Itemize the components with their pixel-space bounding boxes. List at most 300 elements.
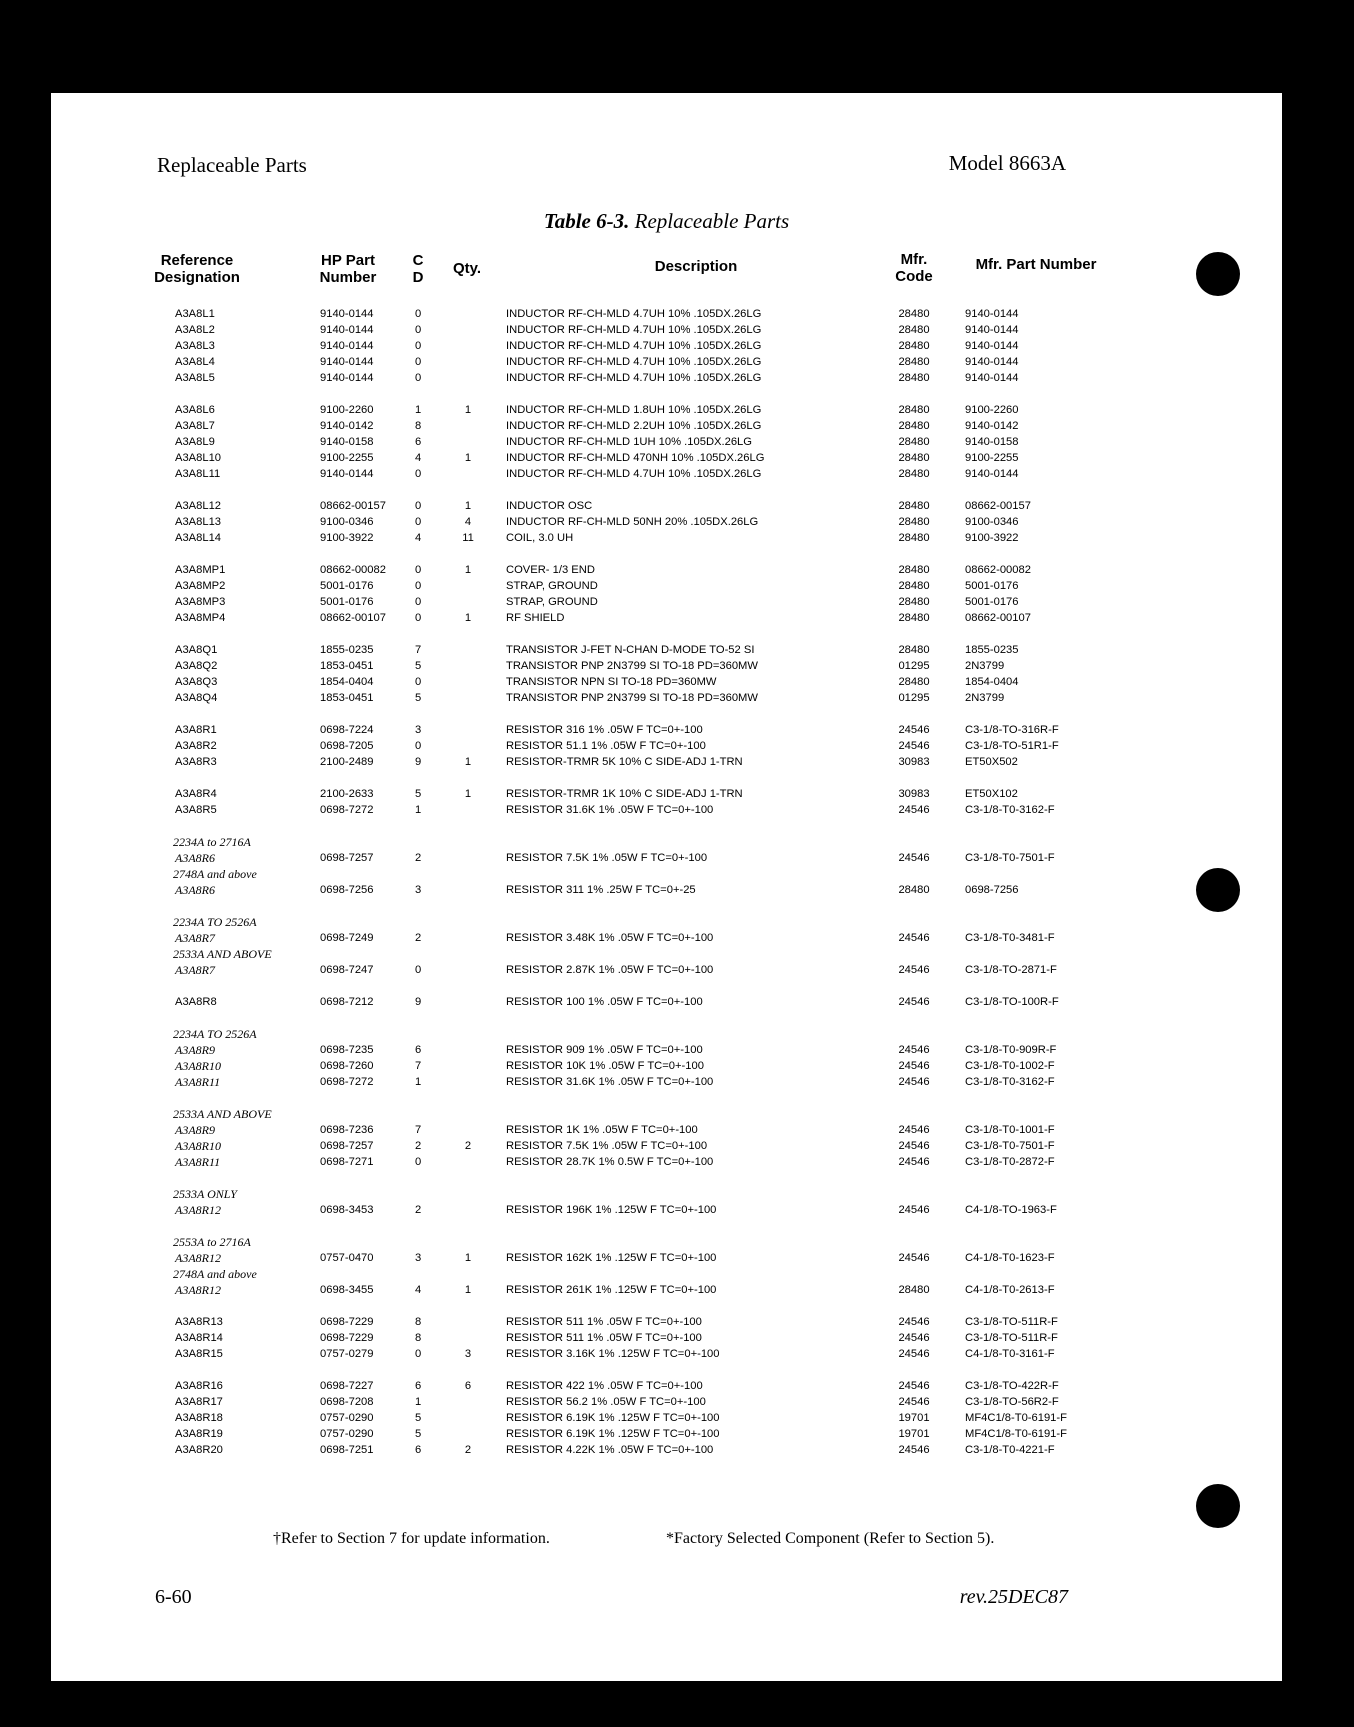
cell-hp-part-number: 0698-7235	[320, 1044, 374, 1056]
cell-description: RESISTOR 196K 1% .125W F TC=0+-100	[506, 1204, 717, 1216]
cell-hp-part-number: 0698-7229	[320, 1316, 374, 1328]
cell-mfr-code: 24546	[898, 1396, 930, 1408]
table-row	[51, 1122, 1282, 1138]
cell-mfr-part-number: C3-1/8-T0-7501-F	[965, 1140, 1055, 1152]
cell-mfr-part-number: ET50X502	[965, 756, 1018, 768]
cell-check-digit: 6	[415, 1380, 422, 1392]
cell-mfr-code: 24546	[898, 724, 930, 736]
cell-hp-part-number: 9140-0144	[320, 372, 374, 384]
cell-description: INDUCTOR RF-CH-MLD 4.7UH 10% .105DX.26LG	[506, 372, 762, 384]
table-row	[51, 962, 1282, 978]
cell-description: RESISTOR 100 1% .05W F TC=0+-100	[506, 996, 703, 1008]
cell-mfr-part-number: C3-1/8-T0-4221-F	[965, 1444, 1055, 1456]
table-title	[51, 209, 1282, 234]
cell-check-digit: 1	[415, 1076, 422, 1088]
table-row	[51, 354, 1282, 370]
table-row	[51, 466, 1282, 482]
cell-hp-part-number: 0698-3455	[320, 1284, 374, 1296]
table-row	[51, 402, 1282, 418]
cell-reference: A3A8Q2	[175, 660, 218, 672]
cell-reference: A3A8L2	[175, 324, 215, 336]
serial-range-text: 2234A TO 2526A	[173, 1027, 257, 1041]
cell-check-digit: 6	[415, 1044, 422, 1056]
cell-mfr-part-number: ET50X102	[965, 788, 1018, 800]
cell-mfr-code: 30983	[898, 756, 930, 768]
table-row	[51, 1282, 1282, 1298]
cell-mfr-part-number: 9140-0158	[965, 436, 1019, 448]
section-header: Replaceable Parts	[157, 153, 307, 177]
cell-reference: A3A8L4	[175, 356, 215, 368]
row-spacer	[51, 898, 1282, 914]
cell-hp-part-number: 1854-0404	[320, 676, 374, 688]
cell-description: COIL, 3.0 UH	[506, 532, 574, 544]
table-row	[51, 562, 1282, 578]
table-row	[51, 1154, 1282, 1170]
cell-reference: A3A8L12	[175, 500, 222, 512]
cell-check-digit: 0	[415, 356, 422, 368]
cell-hp-part-number: 1853-0451	[320, 692, 374, 704]
cell-check-digit: 0	[415, 324, 422, 336]
cell-reference: A3A8MP1	[175, 564, 226, 576]
cell-mfr-part-number: C4-1/8-TO-1963-F	[965, 1204, 1057, 1216]
cell-mfr-code: 28480	[898, 452, 930, 464]
cell-hp-part-number: 0698-3453	[320, 1204, 374, 1216]
cell-hp-part-number: 0757-0290	[320, 1412, 374, 1424]
cell-check-digit: 2	[415, 1140, 422, 1152]
cell-hp-part-number: 0698-7208	[320, 1396, 374, 1408]
cell-mfr-part-number: C3-1/8-TO-316R-F	[965, 724, 1059, 736]
cell-reference: A3A8R10	[175, 1059, 221, 1073]
table-number: Table 6-3.	[543, 209, 630, 233]
cell-reference: A3A8R20	[175, 1444, 223, 1456]
cell-check-digit: 5	[415, 788, 422, 800]
row-spacer	[51, 770, 1282, 786]
table-row	[51, 850, 1282, 866]
cell-check-digit: 8	[415, 1332, 422, 1344]
cell-mfr-code: 28480	[898, 500, 930, 512]
cell-hp-part-number: 0757-0470	[320, 1252, 374, 1264]
cell-mfr-part-number: 0698-7256	[965, 884, 1019, 896]
cell-reference: A3A8L1	[175, 308, 215, 320]
cell-hp-part-number: 1853-0451	[320, 660, 374, 672]
row-spacer	[51, 386, 1282, 402]
cell-mfr-part-number: 2N3799	[965, 660, 1005, 672]
cell-mfr-code: 28480	[898, 612, 930, 624]
cell-check-digit: 3	[415, 724, 422, 736]
cell-mfr-part-number: 1855-0235	[965, 644, 1019, 656]
cell-hp-part-number: 0698-7260	[320, 1060, 374, 1072]
cell-description: RESISTOR 909 1% .05W F TC=0+-100	[506, 1044, 703, 1056]
cell-qty: 11	[462, 532, 474, 544]
cell-hp-part-number: 0698-7271	[320, 1156, 374, 1168]
cell-check-digit: 4	[415, 532, 422, 544]
row-spacer	[51, 706, 1282, 722]
cell-description: RESISTOR-TRMR 5K 10% C SIDE-ADJ 1-TRN	[506, 756, 743, 768]
cell-check-digit: 8	[415, 1316, 422, 1328]
cell-reference: A3A8R8	[175, 996, 217, 1008]
cell-reference: A3A8R1	[175, 724, 217, 736]
table-row	[51, 322, 1282, 338]
cell-mfr-code: 24546	[898, 804, 930, 816]
cell-mfr-part-number: 08662-00157	[965, 500, 1031, 512]
cell-hp-part-number: 1855-0235	[320, 644, 374, 656]
cell-mfr-code: 30983	[898, 788, 930, 800]
cell-reference: A3A8R18	[175, 1412, 223, 1424]
cell-description: RESISTOR 2.87K 1% .05W F TC=0+-100	[506, 964, 714, 976]
table-row	[51, 1410, 1282, 1426]
cell-check-digit: 9	[415, 996, 422, 1008]
cell-mfr-part-number: C3-1/8-T0-2872-F	[965, 1156, 1055, 1168]
table-row	[51, 578, 1282, 594]
cell-check-digit: 0	[415, 340, 422, 352]
cell-mfr-code: 24546	[898, 1348, 930, 1360]
table-row	[51, 1330, 1282, 1346]
cell-hp-part-number: 2100-2633	[320, 788, 374, 800]
cell-mfr-part-number: C3-1/8-T0-3481-F	[965, 932, 1055, 944]
col-header-reference-l1: Reference	[160, 252, 234, 269]
cell-description: RESISTOR-TRMR 1K 10% C SIDE-ADJ 1-TRN	[506, 788, 743, 800]
revision-label: rev.25DEC87	[959, 1586, 1068, 1608]
table-row	[51, 610, 1282, 626]
table-row	[51, 306, 1282, 322]
cell-qty: 1	[464, 1252, 472, 1264]
binder-hole-bottom	[1196, 1484, 1240, 1528]
cell-mfr-part-number: 5001-0176	[965, 580, 1019, 592]
table-row	[51, 530, 1282, 546]
cell-mfr-code: 24546	[898, 852, 930, 864]
col-header-reference	[147, 252, 247, 286]
cell-mfr-part-number: C4-1/8-T0-1623-F	[965, 1252, 1055, 1264]
row-spacer	[51, 546, 1282, 562]
cell-description: INDUCTOR RF-CH-MLD 4.7UH 10% .105DX.26LG	[506, 308, 762, 320]
cell-reference: A3A8R2	[175, 740, 217, 752]
row-spacer	[51, 626, 1282, 642]
cell-description: INDUCTOR RF-CH-MLD 1.8UH 10% .105DX.26LG	[506, 404, 762, 416]
cell-description: RESISTOR 7.5K 1% .05W F TC=0+-100	[506, 1140, 708, 1152]
cell-description: RESISTOR 31.6K 1% .05W F TC=0+-100	[506, 804, 714, 816]
cell-check-digit: 3	[415, 1252, 422, 1264]
serial-range-text: 2748A and above	[173, 867, 257, 881]
cell-reference: A3A8R11	[175, 1075, 221, 1089]
cell-reference: A3A8R19	[175, 1428, 223, 1440]
row-spacer	[51, 482, 1282, 498]
table-row	[51, 370, 1282, 386]
cell-check-digit: 8	[415, 420, 422, 432]
cell-hp-part-number: 9100-0346	[320, 516, 374, 528]
row-spacer	[51, 1298, 1282, 1314]
cell-mfr-part-number: 9140-0142	[965, 420, 1019, 432]
col-header-hp-part	[313, 252, 383, 286]
cell-description: RESISTOR 316 1% .05W F TC=0+-100	[506, 724, 703, 736]
cell-mfr-code: 24546	[898, 740, 930, 752]
cell-reference: A3A8L3	[175, 340, 215, 352]
cell-reference: A3A8MP3	[175, 596, 226, 608]
cell-mfr-code: 28480	[898, 1284, 930, 1296]
cell-check-digit: 0	[415, 1156, 422, 1168]
cell-mfr-code: 28480	[898, 420, 930, 432]
cell-description: RESISTOR 51.1 1% .05W F TC=0+-100	[506, 740, 706, 752]
cell-description: RESISTOR 261K 1% .125W F TC=0+-100	[506, 1284, 717, 1296]
cell-description: RESISTOR 6.19K 1% .125W F TC=0+-100	[506, 1412, 720, 1424]
cell-mfr-part-number: C3-1/8-T0-3162-F	[965, 804, 1055, 816]
table-row	[51, 450, 1282, 466]
cell-reference: A3A8R16	[175, 1380, 223, 1392]
serial-range-text: 2533A AND ABOVE	[173, 1107, 272, 1121]
cell-hp-part-number: 0698-7212	[320, 996, 374, 1008]
cell-description: RESISTOR 511 1% .05W F TC=0+-100	[506, 1332, 702, 1344]
cell-check-digit: 0	[415, 500, 422, 512]
cell-check-digit: 4	[415, 452, 422, 464]
cell-mfr-code: 28480	[898, 532, 930, 544]
cell-reference: A3A8R9	[175, 1123, 215, 1137]
cell-check-digit: 5	[415, 1428, 422, 1440]
cell-mfr-code: 24546	[898, 964, 930, 976]
cell-hp-part-number: 0757-0279	[320, 1348, 374, 1360]
table-row	[51, 722, 1282, 738]
cell-reference: A3A8R10	[175, 1139, 221, 1153]
cell-check-digit: 3	[415, 884, 422, 896]
serial-range-note	[51, 914, 1282, 930]
cell-hp-part-number: 2100-2489	[320, 756, 374, 768]
serial-range-note	[51, 1026, 1282, 1042]
cell-check-digit: 7	[415, 1060, 422, 1072]
cell-mfr-code: 24546	[898, 1332, 930, 1344]
cell-qty: 1	[464, 612, 472, 624]
serial-range-text: 2748A and above	[173, 1267, 257, 1281]
table-row	[51, 1442, 1282, 1458]
table-name: Replaceable Parts	[634, 209, 790, 233]
cell-qty: 1	[464, 756, 472, 768]
row-spacer	[51, 818, 1282, 834]
cell-check-digit: 0	[415, 580, 422, 592]
footnote-factory-selected: *Factory Selected Component (Refer to Section 5).	[666, 1530, 995, 1547]
table-row	[51, 786, 1282, 802]
serial-range-note	[51, 1266, 1282, 1282]
cell-reference: A3A8R14	[175, 1332, 223, 1344]
col-header-cd	[408, 252, 428, 286]
cell-mfr-part-number: MF4C1/8-T0-6191-F	[965, 1412, 1067, 1424]
footnote-update: †Refer to Section 7 for update information.	[273, 1530, 550, 1547]
table-row	[51, 418, 1282, 434]
col-header-description: Description	[654, 258, 738, 275]
cell-mfr-part-number: 9140-0144	[965, 356, 1019, 368]
serial-range-note	[51, 1106, 1282, 1122]
cell-reference: A3A8R7	[175, 931, 215, 945]
cell-description: STRAP, GROUND	[506, 596, 598, 608]
row-spacer	[51, 1010, 1282, 1026]
cell-hp-part-number: 5001-0176	[320, 580, 374, 592]
cell-reference: A3A8Q3	[175, 676, 218, 688]
cell-reference: A3A8R17	[175, 1396, 223, 1408]
cell-reference: A3A8L13	[175, 516, 222, 528]
cell-description: TRANSISTOR PNP 2N3799 SI TO-18 PD=360MW	[506, 660, 758, 672]
cell-qty: 1	[464, 564, 472, 576]
row-spacer	[51, 1090, 1282, 1106]
cell-description: TRANSISTOR PNP 2N3799 SI TO-18 PD=360MW	[506, 692, 758, 704]
cell-check-digit: 6	[415, 1444, 422, 1456]
cell-reference: A3A8R5	[175, 804, 217, 816]
cell-description: RESISTOR 56.2 1% .05W F TC=0+-100	[506, 1396, 706, 1408]
cell-mfr-part-number: C3-1/8-T0-7501-F	[965, 852, 1055, 864]
table-row	[51, 594, 1282, 610]
table-row	[51, 498, 1282, 514]
cell-mfr-code: 28480	[898, 884, 930, 896]
cell-qty: 2	[464, 1140, 472, 1152]
col-header-reference-l2: Designation	[154, 269, 240, 286]
cell-mfr-code: 28480	[898, 596, 930, 608]
cell-check-digit: 0	[415, 516, 422, 528]
serial-range-note	[51, 946, 1282, 962]
cell-mfr-part-number: C3-1/8-TO-56R2-F	[965, 1396, 1059, 1408]
table-row	[51, 1202, 1282, 1218]
cell-description: TRANSISTOR NPN SI TO-18 PD=360MW	[506, 676, 717, 688]
cell-description: INDUCTOR OSC	[506, 500, 593, 512]
cell-mfr-part-number: 9140-0144	[965, 324, 1019, 336]
cell-check-digit: 0	[415, 1348, 422, 1360]
cell-description: INDUCTOR RF-CH-MLD 1UH 10% .105DX.26LG	[506, 436, 752, 448]
cell-mfr-code: 28480	[898, 308, 930, 320]
cell-mfr-code: 28480	[898, 516, 930, 528]
cell-description: RESISTOR 10K 1% .05W F TC=0+-100	[506, 1060, 704, 1072]
table-row	[51, 434, 1282, 450]
cell-mfr-code: 28480	[898, 356, 930, 368]
table-row	[51, 642, 1282, 658]
model-header: Model 8663A	[948, 151, 1066, 175]
col-header-mfr-code	[889, 251, 939, 285]
cell-qty: 2	[464, 1444, 472, 1456]
row-spacer	[51, 1170, 1282, 1186]
cell-reference: A3A8R9	[175, 1043, 215, 1057]
cell-mfr-part-number: 08662-00082	[965, 564, 1031, 576]
cell-check-digit: 0	[415, 564, 422, 576]
cell-reference: A3A8L6	[175, 404, 215, 416]
cell-mfr-code: 28480	[898, 404, 930, 416]
cell-description: RESISTOR 311 1% .25W F TC=0+-25	[506, 884, 696, 896]
cell-check-digit: 5	[415, 1412, 422, 1424]
cell-mfr-code: 24546	[898, 1444, 930, 1456]
cell-hp-part-number: 08662-00157	[320, 500, 386, 512]
cell-mfr-part-number: C3-1/8-TO-51R1-F	[965, 740, 1059, 752]
table-row	[51, 1346, 1282, 1362]
cell-check-digit: 2	[415, 932, 422, 944]
serial-range-note	[51, 866, 1282, 882]
cell-hp-part-number: 0698-7249	[320, 932, 374, 944]
cell-qty: 1	[464, 788, 472, 800]
cell-reference: A3A8MP2	[175, 580, 226, 592]
cell-reference: A3A8L10	[175, 452, 222, 464]
cell-hp-part-number: 0698-7247	[320, 964, 374, 976]
cell-mfr-part-number: C3-1/8-TO-511R-F	[965, 1332, 1058, 1344]
page-number: 6-60	[155, 1586, 192, 1608]
serial-range-note	[51, 834, 1282, 850]
cell-hp-part-number: 0698-7272	[320, 1076, 374, 1088]
cell-description: INDUCTOR RF-CH-MLD 470NH 10% .105DX.26LG	[506, 452, 765, 464]
col-header-qty: Qty.	[452, 260, 482, 277]
cell-check-digit: 6	[415, 436, 422, 448]
cell-mfr-part-number: 9100-2255	[965, 452, 1019, 464]
table-row	[51, 674, 1282, 690]
cell-hp-part-number: 0698-7257	[320, 852, 374, 864]
cell-mfr-part-number: C3-1/8-T0-1001-F	[965, 1124, 1055, 1136]
cell-hp-part-number: 9140-0144	[320, 356, 374, 368]
cell-mfr-part-number: 9140-0144	[965, 372, 1019, 384]
table-row	[51, 1426, 1282, 1442]
table-row	[51, 994, 1282, 1010]
cell-hp-part-number: 5001-0176	[320, 596, 374, 608]
serial-range-text: 2533A AND ABOVE	[173, 947, 272, 961]
cell-description: RESISTOR 511 1% .05W F TC=0+-100	[506, 1316, 702, 1328]
cell-hp-part-number: 0698-7224	[320, 724, 374, 736]
table-row	[51, 1074, 1282, 1090]
cell-mfr-part-number: 9140-0144	[965, 308, 1019, 320]
cell-mfr-code: 01295	[898, 660, 930, 672]
col-header-hp-part-l2: Number	[319, 269, 377, 286]
cell-hp-part-number: 0698-7229	[320, 1332, 374, 1344]
cell-mfr-part-number: 2N3799	[965, 692, 1005, 704]
cell-hp-part-number: 0698-7205	[320, 740, 374, 752]
table-row	[51, 930, 1282, 946]
cell-description: COVER- 1/3 END	[506, 564, 595, 576]
cell-mfr-code: 24546	[898, 1076, 930, 1088]
cell-mfr-code: 01295	[898, 692, 930, 704]
cell-mfr-code: 24546	[898, 996, 930, 1008]
cell-hp-part-number: 0757-0290	[320, 1428, 374, 1440]
table-row	[51, 1250, 1282, 1266]
cell-check-digit: 0	[415, 612, 422, 624]
cell-description: INDUCTOR RF-CH-MLD 4.7UH 10% .105DX.26LG	[506, 340, 762, 352]
cell-check-digit: 0	[415, 308, 422, 320]
table-row	[51, 514, 1282, 530]
cell-mfr-code: 28480	[898, 324, 930, 336]
cell-description: RESISTOR 4.22K 1% .05W F TC=0+-100	[506, 1444, 714, 1456]
cell-description: INDUCTOR RF-CH-MLD 50NH 20% .105DX.26LG	[506, 516, 759, 528]
cell-check-digit: 1	[415, 1396, 422, 1408]
cell-qty: 1	[464, 404, 472, 416]
cell-hp-part-number: 9140-0142	[320, 420, 374, 432]
serial-range-text: 2234A to 2716A	[173, 835, 251, 849]
cell-description: RESISTOR 6.19K 1% .125W F TC=0+-100	[506, 1428, 720, 1440]
table-row	[51, 754, 1282, 770]
table-row	[51, 1394, 1282, 1410]
cell-mfr-code: 24546	[898, 932, 930, 944]
cell-check-digit: 0	[415, 964, 422, 976]
cell-hp-part-number: 9140-0144	[320, 340, 374, 352]
cell-description: RESISTOR 422 1% .05W F TC=0+-100	[506, 1380, 703, 1392]
cell-reference: A3A8R3	[175, 756, 217, 768]
serial-range-note	[51, 1186, 1282, 1202]
cell-mfr-code: 28480	[898, 580, 930, 592]
cell-qty: 4	[464, 516, 472, 528]
cell-reference: A3A8R15	[175, 1348, 223, 1360]
cell-reference: A3A8R6	[175, 851, 215, 865]
cell-description: TRANSISTOR J-FET N-CHAN D-MODE TO-52 SI	[506, 644, 755, 656]
cell-hp-part-number: 9140-0144	[320, 308, 374, 320]
cell-check-digit: 5	[415, 692, 422, 704]
cell-hp-part-number: 08662-00107	[320, 612, 386, 624]
cell-mfr-part-number: C3-1/8-TO-100R-F	[965, 996, 1059, 1008]
cell-check-digit: 9	[415, 756, 422, 768]
cell-hp-part-number: 0698-7256	[320, 884, 374, 896]
cell-mfr-part-number: C3-1/8-TO-2871-F	[965, 964, 1057, 976]
cell-check-digit: 0	[415, 372, 422, 384]
cell-mfr-part-number: 9100-0346	[965, 516, 1019, 528]
cell-check-digit: 2	[415, 1204, 422, 1216]
serial-range-text: 2553A to 2716A	[173, 1235, 251, 1249]
cell-hp-part-number: 0698-7272	[320, 804, 374, 816]
cell-mfr-code: 28480	[898, 644, 930, 656]
binder-hole-middle	[1196, 868, 1240, 912]
cell-check-digit: 5	[415, 660, 422, 672]
